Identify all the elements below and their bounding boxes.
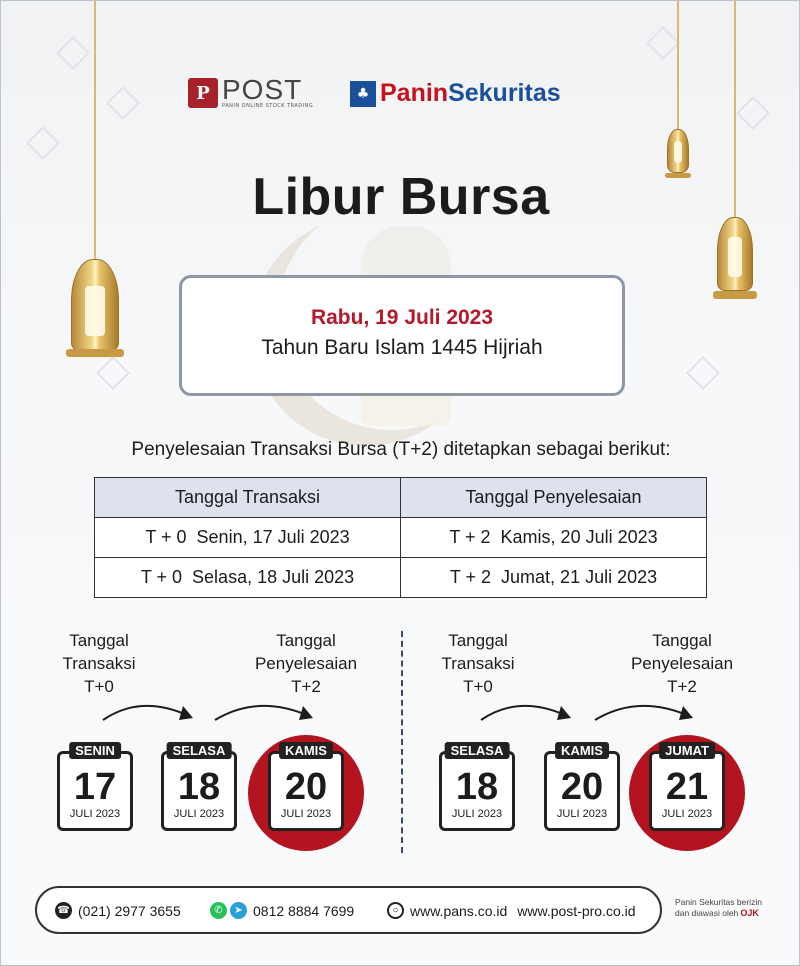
pattern-decoration <box>26 126 60 160</box>
ojk-logo: OJK <box>740 908 759 918</box>
calendar-icon <box>439 743 515 831</box>
holiday-info-box <box>179 275 625 396</box>
calendar-date: 20 <box>560 766 604 808</box>
mobile-contact[interactable] <box>210 902 354 919</box>
table-row <box>95 558 707 598</box>
settlement-date-label <box>236 629 376 698</box>
website-link-2[interactable]: www.post-pro.co.id <box>517 902 636 919</box>
mobile-number: 0812 8884 7699 <box>253 902 355 919</box>
arrow-icon <box>101 696 201 726</box>
table-header-settlement: Tanggal Penyelesaian <box>401 478 707 518</box>
panin-sekuritas-logo <box>350 79 561 108</box>
arrow-icon <box>593 696 703 726</box>
calendar-icon <box>268 743 344 831</box>
calendar-month: JULI 2023 <box>173 808 225 820</box>
calendar-icon <box>57 743 133 831</box>
post-logo-icon: P <box>188 78 218 108</box>
header-logos <box>1 74 800 117</box>
calendar-icon <box>544 743 620 831</box>
calendar-date: 21 <box>665 766 709 808</box>
label-line: T+2 <box>667 677 697 696</box>
whatsapp-icon: ✆ <box>210 902 227 919</box>
dashed-divider <box>401 631 403 853</box>
settlement-date-label <box>612 629 752 698</box>
label-line: Penyelesaian <box>630 654 734 673</box>
transaction-date-label <box>408 629 548 698</box>
page-title: Libur Bursa <box>252 168 550 226</box>
calendar-date: 17 <box>73 766 117 808</box>
transaction-date-label <box>29 629 169 698</box>
post-logo <box>188 74 314 109</box>
label-line: Tanggal <box>448 631 508 650</box>
panin-logo-icon: ♣ <box>350 81 376 107</box>
label-line: Tanggal <box>276 631 336 650</box>
contact-footer <box>35 886 662 934</box>
calendar-month: JULI 2023 <box>556 808 608 820</box>
calendar-day: JUMAT <box>659 742 715 759</box>
table-cell: T + 2 Jumat, 21 Juli 2023 <box>401 558 707 598</box>
label-line: Tanggal <box>652 631 712 650</box>
calendar-month: JULI 2023 <box>280 808 332 820</box>
pattern-decoration <box>686 356 720 390</box>
calendar-day: KAMIS <box>555 742 609 759</box>
settlement-caption: Penyelesaian Transaksi Bursa (T+2) ditetapkan sebagai berikut: <box>131 439 671 460</box>
telegram-icon: ➤ <box>230 902 247 919</box>
calendar-icon <box>161 743 237 831</box>
ojk-line-2: dan diawasi oleh <box>675 908 739 918</box>
lantern-icon <box>717 1 753 301</box>
table-cell: T + 0 Senin, 17 Juli 2023 <box>95 518 401 558</box>
label-line: Tanggal <box>69 631 129 650</box>
calendar-day: KAMIS <box>279 742 333 759</box>
label-line: Penyelesaian <box>254 654 358 673</box>
phone-contact[interactable] <box>55 902 181 919</box>
panin-logo-text-1: Panin <box>380 79 449 107</box>
calendar-day: SENIN <box>69 742 121 759</box>
table-row <box>95 518 707 558</box>
website-contact[interactable] <box>387 902 636 919</box>
globe-icon: ○ <box>387 902 404 919</box>
calendar-month: JULI 2023 <box>451 808 503 820</box>
post-logo-title: POST <box>222 74 303 105</box>
calendar-icon <box>649 743 725 831</box>
phone-icon: ☎ <box>55 902 72 919</box>
calendar-date: 18 <box>177 766 221 808</box>
ojk-line-1: Panin Sekuritas berizin <box>675 897 762 907</box>
calendar-day: SELASA <box>167 742 232 759</box>
phone-number: (021) 2977 3655 <box>78 902 181 919</box>
website-link-1[interactable]: www.pans.co.id <box>410 902 508 919</box>
table-header-transaction: Tanggal Transaksi <box>95 478 401 518</box>
arrow-icon <box>213 696 323 726</box>
calendar-date: 20 <box>284 766 328 808</box>
holiday-name: Tahun Baru Islam 1445 Hijriah <box>261 336 543 359</box>
label-line: T+2 <box>291 677 321 696</box>
settlement-table <box>94 477 707 598</box>
label-line: T+0 <box>84 677 114 696</box>
holiday-date: Rabu, 19 Juli 2023 <box>310 306 494 329</box>
post-logo-subtitle: PANIN ONLINE STOCK TRADING <box>222 103 314 109</box>
calendar-month: JULI 2023 <box>69 808 121 820</box>
table-cell: T + 0 Selasa, 18 Juli 2023 <box>95 558 401 598</box>
label-line: Transaksi <box>441 654 515 673</box>
table-header-row <box>95 478 707 518</box>
calendar-day: SELASA <box>445 742 510 759</box>
pattern-decoration <box>96 356 130 390</box>
arrow-icon <box>479 696 579 726</box>
calendar-month: JULI 2023 <box>661 808 713 820</box>
table-cell: T + 2 Kamis, 20 Juli 2023 <box>401 518 707 558</box>
panin-logo-text-2: Sekuritas <box>448 79 561 107</box>
ojk-notice <box>675 897 762 919</box>
label-line: Transaksi <box>62 654 136 673</box>
label-line: T+0 <box>463 677 493 696</box>
calendar-date: 18 <box>455 766 499 808</box>
